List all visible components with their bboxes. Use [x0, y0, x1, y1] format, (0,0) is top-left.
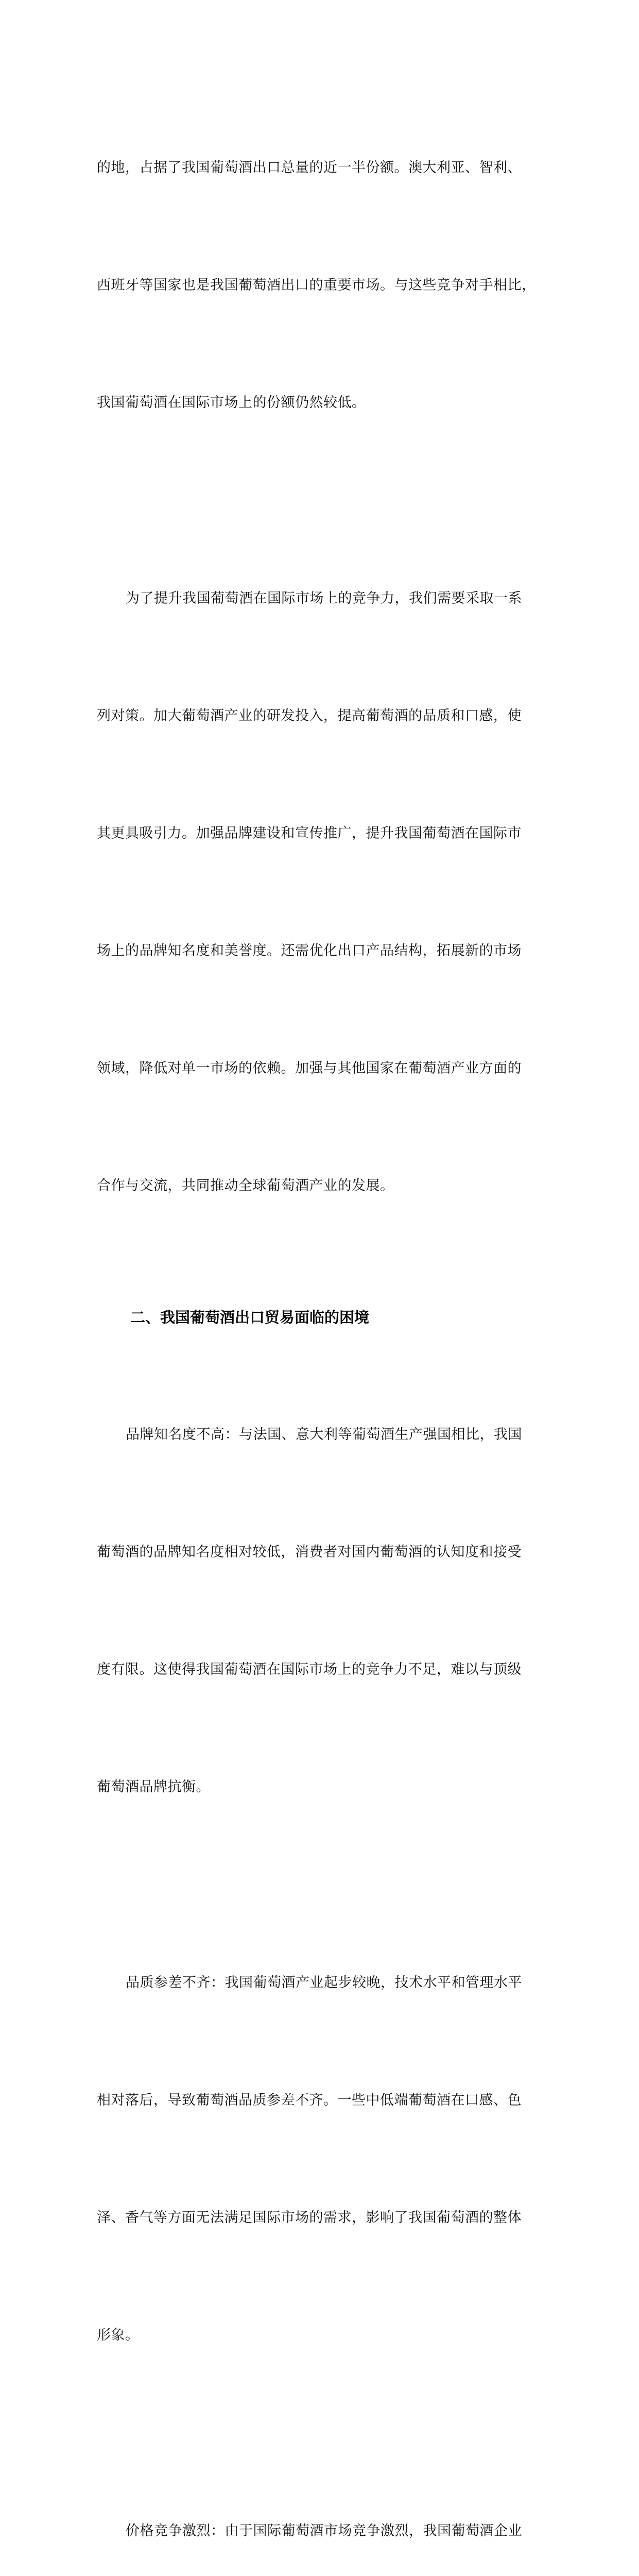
paragraph [97, 1885, 543, 2433]
text-line: 品质参差不齐：我国葡萄酒产业起步较晚，技术水平和管理水平 [126, 1975, 522, 1991]
text-line: 领域，降低对单一市场的依赖。加强与其他国家在葡萄酒产业方面的 [97, 1060, 522, 1076]
paragraph [97, 501, 543, 1284]
text-line: 形象。 [97, 2327, 140, 2343]
text-line: 葡萄酒品牌抗衡。 [97, 1779, 210, 1795]
text-line: 场上的品牌知名度和美誉度。还需优化出口产品结构，拓展新的市场 [97, 943, 522, 959]
paragraph [97, 2433, 543, 2576]
text-line: 列对策。加大葡萄酒产业的研发投入，提高葡萄酒的品质和口感，使 [97, 708, 522, 724]
text-line: 我国葡萄酒在国际市场上的份额仍然较低。 [97, 395, 366, 411]
text-line: 西班牙等国家也是我国葡萄酒出口的重要市场。与这些竞争对手相比， [97, 277, 536, 293]
text-line: 品牌知名度不高：与法国、意大利等葡萄酒生产强国相比，我国 [126, 1427, 522, 1443]
text-line: 价格竞争激烈：由于国际葡萄酒市场竞争激烈，我国葡萄酒企业 [126, 2523, 522, 2539]
text-line: 度有限。这使得我国葡萄酒在国际市场上的竞争力不足，难以与顶级 [97, 1662, 522, 1677]
text-line: 葡萄酒的品牌知名度相对较低，消费者对国内葡萄酒的认知度和接受 [97, 1544, 522, 1560]
text-line: 为了提升我国葡萄酒在国际市场上的竞争力，我们需要采取一系 [126, 590, 522, 606]
text-line: 的地，占据了我国葡萄酒出口总量的近一半份额。澳大利亚、智利、 [97, 160, 522, 176]
text-line: 其更具吸引力。加强品牌建设和宣传推广，提升我国葡萄酒在国际市 [97, 825, 522, 841]
paragraph [97, 1337, 543, 1885]
text-line: 相对落后，导致葡萄酒品质参差不齐。一些中低端葡萄酒在口感、色 [97, 2092, 522, 2108]
document-body [97, 70, 543, 2576]
paragraph [97, 70, 543, 501]
text-line: 合作与交流，共同推动全球葡萄酒产业的发展。 [97, 1178, 394, 1194]
text-line: 泽、香气等方面无法满足国际市场的需求，影响了我国葡萄酒的整体 [97, 2210, 522, 2226]
section-heading: 二、我国葡萄酒出口贸易面临的困境 [130, 1309, 370, 1326]
